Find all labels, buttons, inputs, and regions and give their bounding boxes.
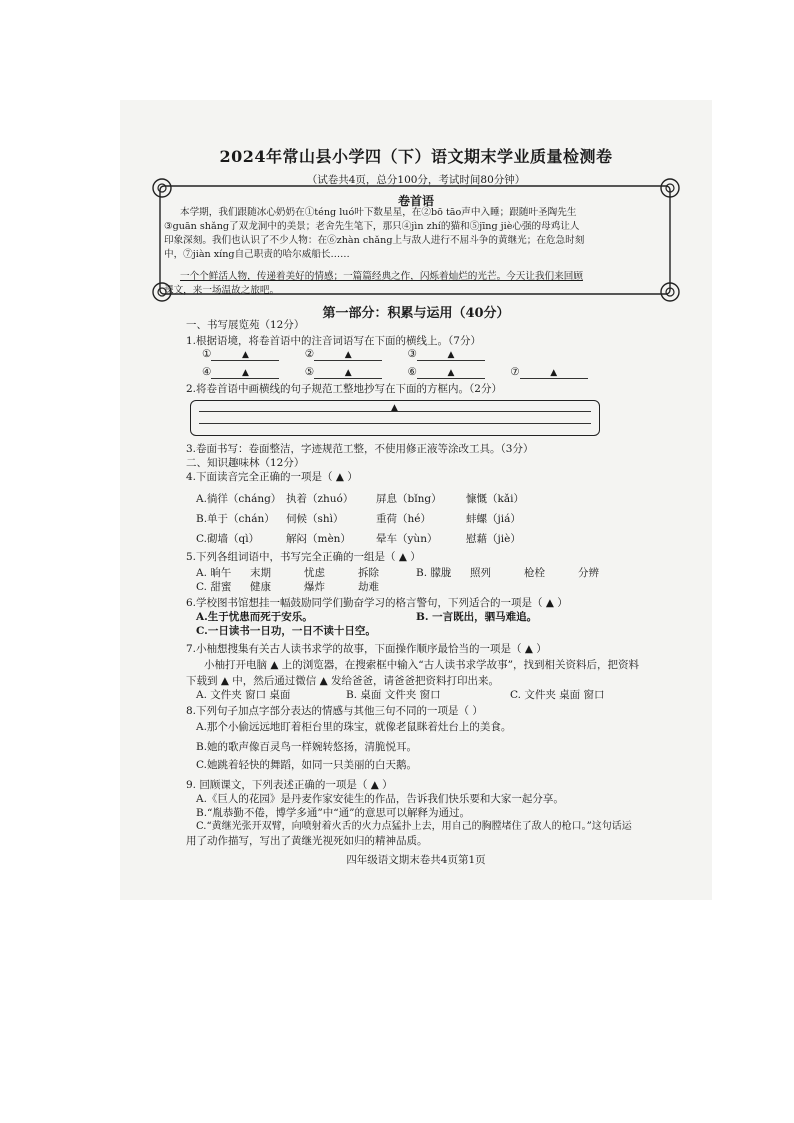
exam-subtitle: （试卷共4页，总分100分，考试时间80分钟） <box>306 174 526 186</box>
blank-label-5: ⑤ <box>304 366 315 378</box>
question-7: 7.小柚想搜集有关古人读书求学的故事，下面操作顺序最恰当的一项是（ ▲ ） <box>186 643 547 655</box>
foreword-line-3: 印象深刻。我们也认识了不少人物：在⑥zhàn chǎng上与敌人进行不屈斗争的黄继光；在危急时刻 <box>164 235 585 246</box>
blank-label-2: ② <box>304 348 315 360</box>
blank-label-1: ① <box>202 348 212 360</box>
q6-option-a: A.生于忧患而死于安乐。 <box>196 611 313 623</box>
section-2-heading: 二、知识趣味林（12分） <box>186 457 305 469</box>
foreword-line-5: 一个个鲜活人物，传递着美好的情感；一篇篇经典之作，闪烁着灿烂的光芒。今天让我们来回顾 <box>180 271 583 282</box>
blank-label-6: ⑥ <box>407 366 417 378</box>
q7-option-a: A. 文件夹 窗口 桌面 <box>196 689 291 701</box>
blank-label-7: ⑦ <box>510 366 520 378</box>
question-2: 2.将卷首语中画横线的句子规范工整地抄写在下面的方框内。（2分） <box>186 383 502 395</box>
q9-option-c-2: 用了动作描写，写出了黄继光视死如归的精神品质。 <box>186 835 428 847</box>
blanks-row-1 <box>202 348 507 361</box>
triangle-icon: ▲ <box>344 368 352 378</box>
foreword-line-6: 课文，来一场温故之旅吧。 <box>164 285 280 296</box>
q9-option-c-1: C.“黄继光张开双臂，向喷射着火舌的火力点猛扑上去，用自己的胸膛堵住了敌人的枪口。”这句话运 <box>196 821 632 832</box>
answer-blank-5[interactable] <box>314 368 382 379</box>
blank-label-3: ③ <box>407 348 417 360</box>
triangle-icon: ▲ <box>344 350 352 360</box>
page-footer: 四年级语文期末卷共4页第1页 <box>346 854 486 866</box>
answer-blank-3[interactable] <box>417 350 485 361</box>
answer-blank-7[interactable] <box>520 368 588 379</box>
blanks-row-2 <box>202 366 610 379</box>
exam-title: 2024年常山县小学四（下）语文期末学业质量检测卷 <box>219 147 613 166</box>
q7-option-c: C. 文件夹 桌面 窗口 <box>510 689 605 701</box>
q8-option-c: C.她跳着轻快的舞蹈，如同一只美丽的白天鹅。 <box>196 759 417 771</box>
question-5: 5.下列各组词语中，书写完全正确的一组是（ ▲ ） <box>186 551 421 563</box>
foreword-line-4: 中，⑦jiàn xíng自己职责的哈尔威船长…… <box>164 249 350 260</box>
foreword-line-2: ③guān shǎng了双龙洞中的美景；老舍先生笔下，那只④jìn zhí的猫和⑤jīng jiè心强的母鸡让人 <box>164 221 580 232</box>
q5-option-a: A. 晌午 末期 忧虑 拆除 <box>196 567 379 579</box>
question-8: 8.下列句子加点字部分表达的情感与其他三句不同的一项是（ ） <box>186 705 483 717</box>
q8-option-a: A.那个小偷远远地盯着柜台里的珠宝，就像老鼠眯着灶台上的美食。 <box>196 721 512 733</box>
triangle-icon: ▲ <box>447 350 455 360</box>
q9-option-b: B.“胤恭勤不倦，博学多通”中“通”的意思可以解释为通过。 <box>196 807 471 819</box>
q4-option-c: C.砌墙（qì） 解闷（mèn） 晕车（yùn） 慰藉（jiè） <box>196 533 521 545</box>
answer-blank-6[interactable] <box>417 368 485 379</box>
triangle-icon: ▲ <box>241 368 249 378</box>
question-3: 3.卷面书写：卷面整洁，字迹规范工整，不使用修正液等涂改工具。（3分） <box>186 443 534 455</box>
exam-paper <box>120 100 712 900</box>
question-6: 6.学校图书馆想挂一幅鼓励同学们勤奋学习的格言警句，下列适合的一项是（ ▲ ） <box>186 597 568 609</box>
triangle-icon: ▲ <box>550 368 558 378</box>
triangle-icon: ▲ <box>447 368 455 378</box>
q5-option-c: C. 甜蜜 健康 爆炸 劫难 <box>196 581 379 593</box>
question-4: 4.下面读音完全正确的一项是（ ▲ ） <box>186 471 358 483</box>
q6-option-b: B. 一言既出，驷马难追。 <box>416 611 538 623</box>
answer-blank-4[interactable] <box>211 368 279 379</box>
answer-blank-1[interactable] <box>211 350 279 361</box>
section-1-heading: 一、书写展览苑（12分） <box>186 319 305 331</box>
q9-option-a: A.《巨人的花园》是丹麦作家安徒生的作品，告诉我们快乐要和大家一起分享。 <box>196 793 564 805</box>
triangle-icon: ▲ <box>391 403 398 413</box>
q4-option-b: B.单于（chán） 伺候（shì） 重荷（hé） 蚌螺（jiá） <box>196 513 521 525</box>
q7-passage-2: 下载到 ▲ 中，然后通过微信 ▲ 发给爸爸，请爸爸把资料打印出来。 <box>186 675 499 687</box>
q7-option-b: B. 桌面 文件夹 窗口 <box>346 689 441 701</box>
answer-blank-2[interactable] <box>314 350 382 361</box>
q8-option-b: B.她的歌声像百灵鸟一样婉转悠扬，清脆悦耳。 <box>196 741 418 753</box>
foreword-heading: 卷首语 <box>397 194 434 208</box>
q4-option-a: A.徜徉（cháng） 执着（zhuó） 屏息（bǐng） 慷慨（kǎi） <box>196 493 524 505</box>
foreword-line-1: 本学期，我们跟随冰心奶奶在①téng luó叶下数星星，在②bō tāo声中入睡；跟随叶圣陶先生 <box>180 207 577 218</box>
question-1: 1.根据语境，将卷首语中的注音词语写在下面的横线上。（7分） <box>186 335 481 347</box>
triangle-icon: ▲ <box>241 350 249 360</box>
q5-option-b: B. 朦胧 照列 枪栓 分辨 <box>416 567 599 579</box>
blank-label-4: ④ <box>202 366 212 378</box>
question-9: 9. 回顾课文，下列表述正确的一项是（ ▲ ） <box>186 779 393 791</box>
q6-option-c: C.一日读书一日功，一日不读十日空。 <box>196 625 376 637</box>
q7-passage-1: 小柚打开电脑 ▲ 上的浏览器，在搜索框中输入“古人读书求学故事”，找到相关资料后，把资料 <box>204 659 639 671</box>
part1-title: 第一部分：积累与运用（40分） <box>322 306 510 321</box>
copy-answer-box[interactable] <box>190 400 600 436</box>
